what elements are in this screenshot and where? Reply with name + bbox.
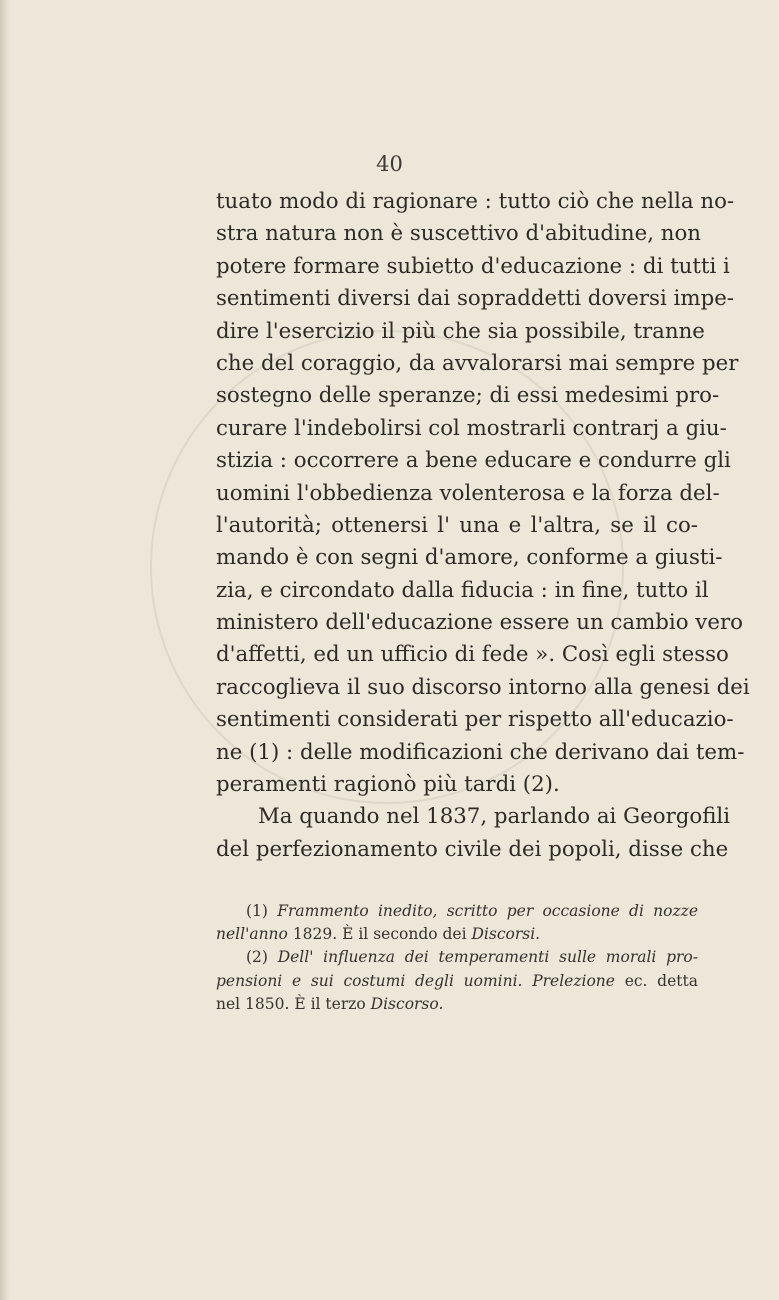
text-line: mando è con segni d'amore, conforme a giusti-	[216, 545, 723, 571]
footnote-mark: (2)	[246, 948, 268, 967]
footnote-title: Dell' influenza dei temperamenti sulle morali pro-	[277, 948, 698, 967]
text-line: sostegno delle speranze; di essi medesimi pro-	[216, 383, 720, 409]
footnote-line	[216, 923, 698, 946]
text-line: stizia : occorrere a bene educare e condurre gli	[216, 448, 731, 474]
text-line: l'autorità; ottenersi l' una e l'altra, se il co-	[216, 512, 698, 538]
page-number: 40	[376, 152, 403, 176]
footnote-text: nel 1850. È il terzo	[216, 994, 366, 1013]
footnote-title-cont: pensioni e sui costumi degli uomini.	[216, 971, 523, 990]
footnotes	[216, 900, 698, 1016]
body-text	[216, 186, 750, 866]
footnote-line	[216, 946, 698, 969]
footnote-line	[216, 900, 698, 923]
text-line: curare l'indebolirsi col mostrarli contrarj a giu-	[216, 415, 727, 441]
footnote-reference: Discorso.	[370, 994, 444, 1013]
footnote-title: Frammento inedito, scritto per occasione di nozze	[277, 902, 698, 920]
text-line: peramenti ragionò più tardi (2).	[216, 772, 560, 798]
footnote-reference: Discorsi.	[471, 925, 541, 944]
footnote-line	[216, 970, 698, 993]
text-line: ministero dell'educazione essere un cambio vero	[216, 610, 743, 636]
text-line: potere formare subietto d'educazione : di tutti i	[216, 253, 730, 279]
footnote-mark: (1)	[246, 902, 268, 920]
footnote-text: 1829. È il secondo dei	[292, 925, 467, 944]
text-line: d'affetti, ed un ufficio di fede ». Così egli stesso	[216, 642, 729, 668]
text-line: ne (1) : delle modificazioni che derivano dai tem-	[216, 739, 745, 765]
text-line: sentimenti considerati per rispetto all'educazio-	[216, 707, 734, 733]
text-line: del perfezionamento civile dei popoli, disse che	[216, 836, 729, 862]
text-line: sentimenti diversi dai sopraddetti doversi impe-	[216, 286, 734, 312]
footnote-text: ec. detta	[624, 971, 698, 990]
footnote-reference: Prelezione	[532, 971, 615, 990]
text-line: raccoglieva il suo discorso intorno alla genesi dei	[216, 674, 750, 700]
text-line: tuato modo di ragionare : tutto ciò che nella no-	[216, 189, 735, 214]
footnote-title-cont: nell'anno	[216, 925, 288, 944]
footnote-line	[216, 993, 698, 1016]
page-edge	[0, 0, 10, 1300]
text-line-paragraph-start: Ma quando nel 1837, parlando ai Georgofili	[258, 804, 731, 830]
text-line: uomini l'obbedienza volenterosa e la forza del-	[216, 480, 720, 506]
text-line: dire l'esercizio il più che sia possibile, tranne	[216, 318, 705, 344]
footnote-2	[216, 946, 698, 1016]
text-line: che del coraggio, da avvalorarsi mai sempre per	[216, 350, 739, 376]
text-line: stra natura non è suscettivo d'abitudine, non	[216, 221, 701, 247]
text-line: zia, e circondato dalla fiducia : in fine, tutto il	[216, 577, 709, 603]
footnote-1	[216, 900, 698, 946]
